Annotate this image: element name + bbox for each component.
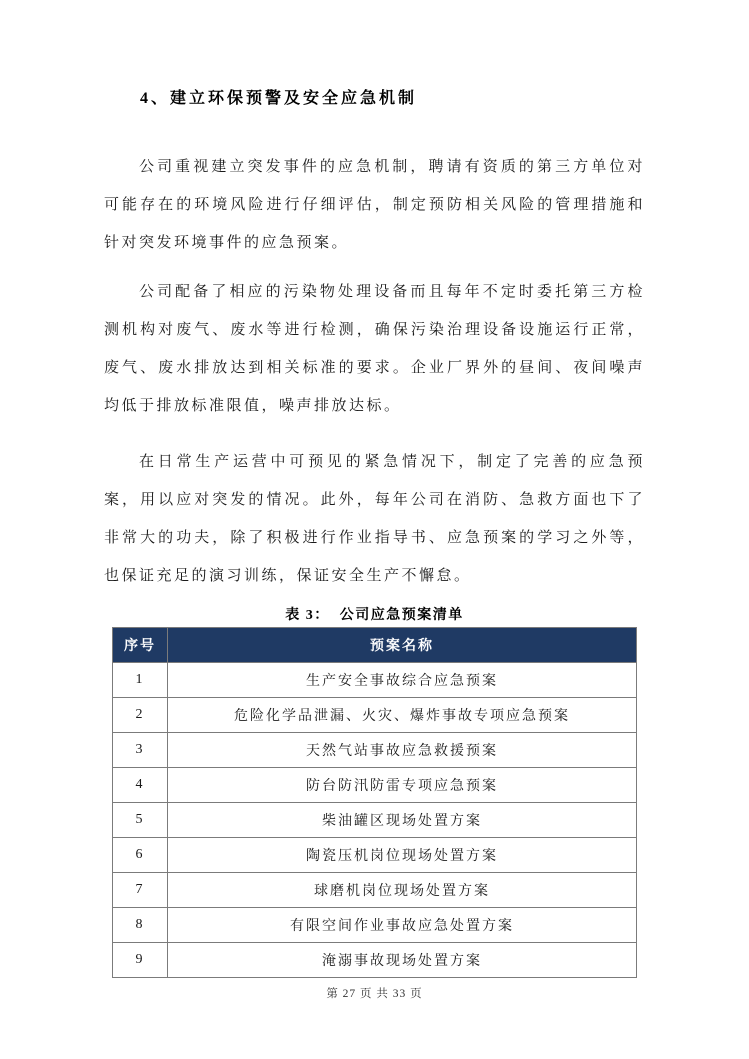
cell-name: 有限空间作业事故应急处置方案 (168, 908, 637, 943)
paragraph-line: 案，用以应对突发的情况。此外，每年公司在消防、急救方面也下了 (104, 492, 645, 508)
table-row (113, 908, 637, 943)
section-heading: 4、建立环保预警及安全应急机制 (140, 90, 418, 107)
cell-no: 3 (113, 733, 168, 768)
table-row (113, 663, 637, 698)
cell-no: 1 (113, 663, 168, 698)
paragraph-line: 在日常生产运营中可预见的紧急情况下，制定了完善的应急预 (139, 454, 645, 470)
header-cell-name: 预案名称 (168, 628, 637, 663)
table-row (113, 873, 637, 908)
cell-no: 9 (113, 943, 168, 978)
cell-no: 4 (113, 768, 168, 803)
paragraph-line: 非常大的功夫，除了积极进行作业指导书、应急预案的学习之外等， (104, 530, 645, 546)
paragraph-line: 测机构对废气、废水等进行检测，确保污染治理设备设施运行正常， (104, 322, 645, 338)
cell-name: 球磨机岗位现场处置方案 (168, 873, 637, 908)
cell-name: 柴油罐区现场处置方案 (168, 803, 637, 838)
cell-no: 8 (113, 908, 168, 943)
cell-name: 生产安全事故综合应急预案 (168, 663, 637, 698)
cell-name: 陶瓷压机岗位现场处置方案 (168, 838, 637, 873)
cell-no: 2 (113, 698, 168, 733)
paragraph (104, 148, 645, 262)
page-number-footer: 第 27 页 共 33 页 (326, 988, 423, 1000)
cell-name: 危险化学品泄漏、火灾、爆炸事故专项应急预案 (168, 698, 637, 733)
paragraph-line: 可能存在的环境风险进行仔细评估，制定预防相关风险的管理措施和 (104, 197, 645, 213)
header-cell-no: 序号 (113, 628, 168, 663)
paragraph-line: 也保证充足的演习训练，保证安全生产不懈怠。 (104, 568, 472, 584)
cell-no: 6 (113, 838, 168, 873)
cell-no: 5 (113, 803, 168, 838)
paragraph-line: 公司配备了相应的污染物处理设备而且每年不定时委托第三方检 (139, 284, 645, 300)
table-row (113, 768, 637, 803)
table-row (113, 943, 637, 978)
table-row (113, 803, 637, 838)
table-header-row (113, 628, 637, 663)
cell-no: 7 (113, 873, 168, 908)
cell-name: 淹溺事故现场处置方案 (168, 943, 637, 978)
cell-name: 防台防汛防雷专项应急预案 (168, 768, 637, 803)
emergency-plan-table (112, 627, 637, 978)
paragraph-line: 均低于排放标准限值，噪声排放达标。 (104, 398, 402, 414)
table-row (113, 698, 637, 733)
paragraph-line: 废气、废水排放达到相关标准的要求。企业厂界外的昼间、夜间噪声 (104, 360, 645, 376)
table-row (113, 733, 637, 768)
cell-name: 天然气站事故应急救援预案 (168, 733, 637, 768)
table-row (113, 838, 637, 873)
paragraph (104, 273, 645, 425)
table-caption: 表 3： 公司应急预案清单 (285, 608, 464, 623)
paragraph-line: 公司重视建立突发事件的应急机制，聘请有资质的第三方单位对 (139, 159, 645, 175)
paragraph (104, 443, 645, 595)
paragraph-line: 针对突发环境事件的应急预案。 (104, 235, 350, 251)
